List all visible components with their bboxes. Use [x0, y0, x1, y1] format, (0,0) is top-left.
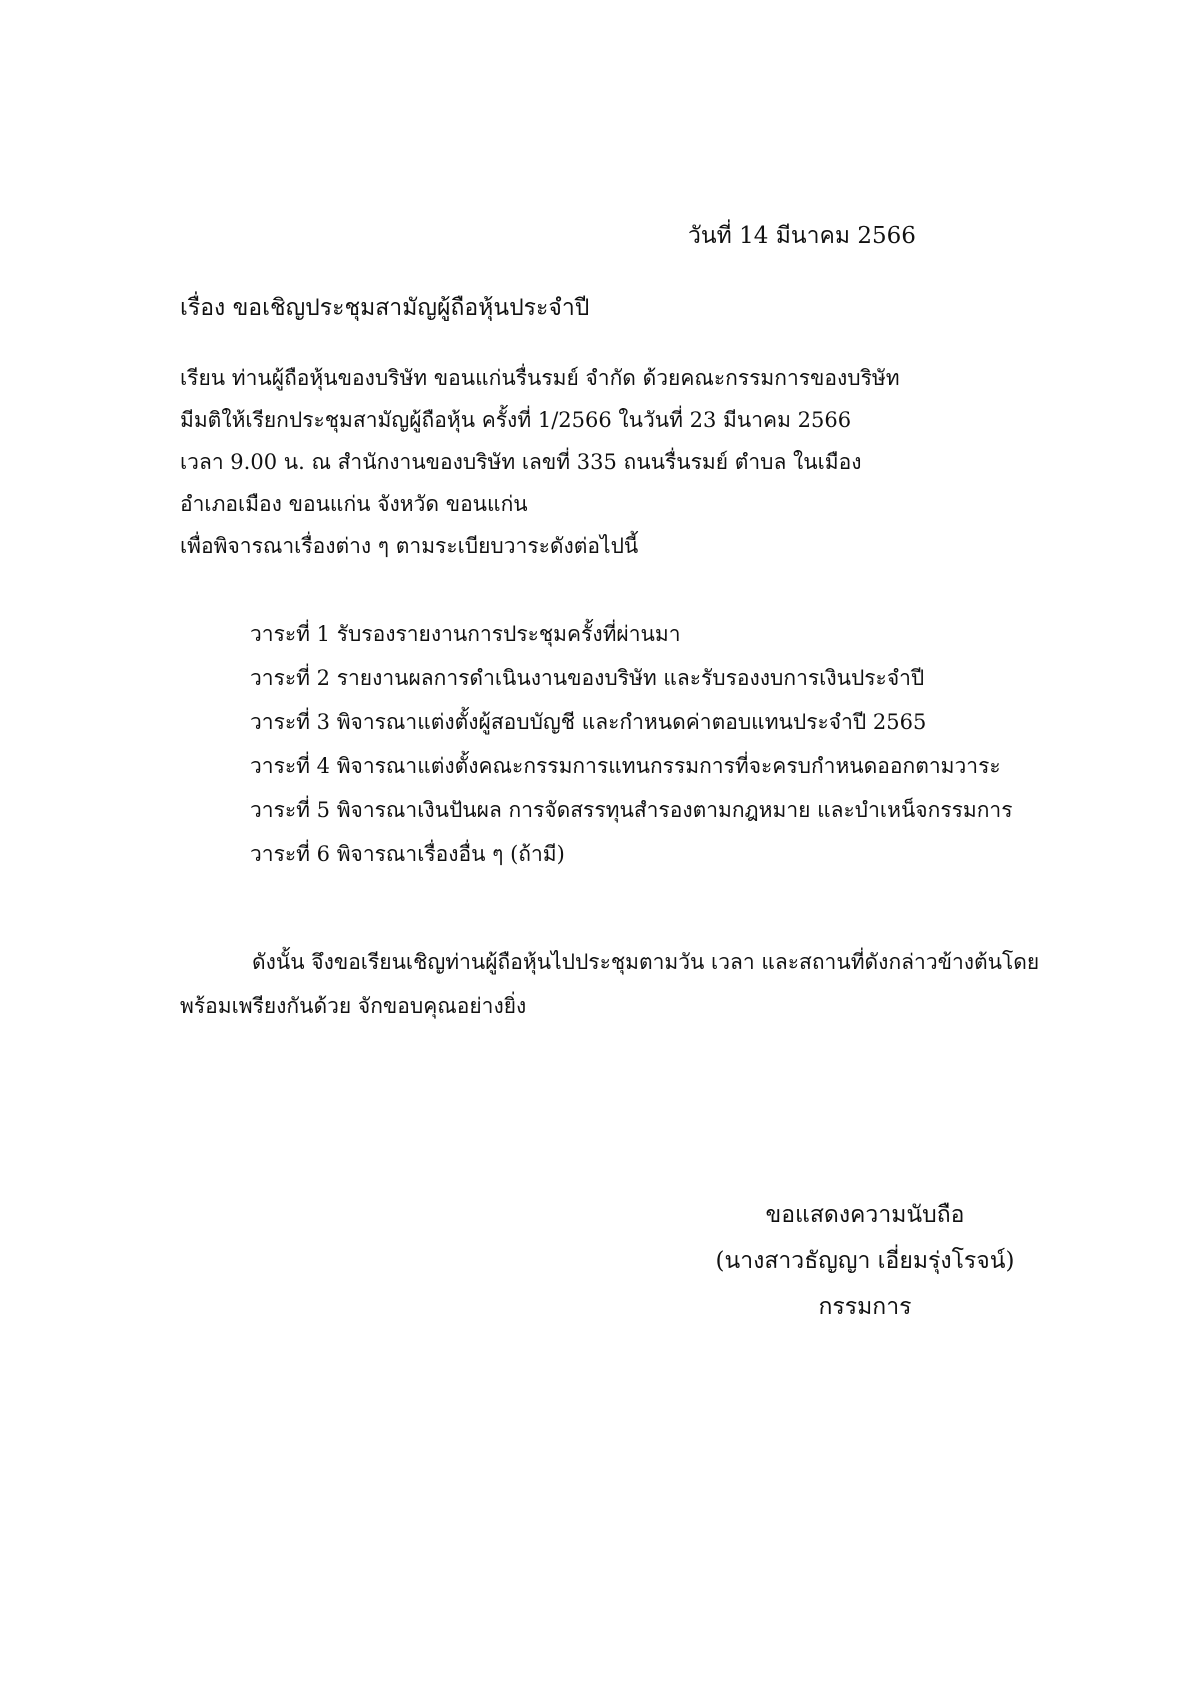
- letter-subject: เรื่อง ขอเชิญประชุมสามัญผู้ถือหุ้นประจำปี: [180, 295, 590, 321]
- agenda-item: วาระที่ 1 รับรองรายงานการประชุมครั้งที่ผ่านมา: [250, 622, 681, 646]
- body-line: มีมติให้เรียกประชุมสามัญผู้ถือหุ้น ครั้งที่ 1/2566 ในวันที่ 23 มีนาคม 2566: [180, 408, 852, 432]
- body-line: เรียน ท่านผู้ถือหุ้นของบริษัท ขอนแก่นรื่นรมย์ จำกัด ด้วยคณะกรรมการของบริษัท: [180, 366, 900, 390]
- agenda-item: วาระที่ 3 พิจารณาแต่งตั้งผู้สอบบัญชี และกำหนดค่าตอบแทนประจำปี 2565: [250, 710, 927, 734]
- letter-date: วันที่ 14 มีนาคม 2566: [688, 223, 916, 249]
- agenda-item: วาระที่ 4 พิจารณาแต่งตั้งคณะกรรมการแทนกรรมการที่จะครบกำหนดออกตามวาระ: [250, 754, 1001, 778]
- body-line: อำเภอเมือง ขอนแก่น จังหวัด ขอนแก่น: [180, 492, 528, 516]
- signature-salutation: ขอแสดงความนับถือ: [765, 1202, 965, 1228]
- agenda-item: วาระที่ 6 พิจารณาเรื่องอื่น ๆ (ถ้ามี): [250, 842, 565, 866]
- agenda-item: วาระที่ 2 รายงานผลการดำเนินงานของบริษัท และรับรองงบการเงินประจำปี: [250, 666, 925, 690]
- agenda-item: วาระที่ 5 พิจารณาเงินปันผล การจัดสรรทุนสำรองตามกฎหมาย และบำเหน็จกรรมการ: [250, 798, 1013, 822]
- body-line: เวลา 9.00 น. ณ สำนักงานของบริษัท เลขที่ 335 ถนนรื่นรมย์ ตำบล ในเมือง: [180, 450, 862, 474]
- signature-name: (นางสาวธัญญา เอี่ยมรุ่งโรจน์): [715, 1248, 1015, 1274]
- body-line: เพื่อพิจารณาเรื่องต่าง ๆ ตามระเบียบวาระดังต่อไปนี้: [180, 534, 639, 558]
- closing-paragraph-line-1: ดังนั้น จึงขอเรียนเชิญท่านผู้ถือหุ้นไปประชุมตามวัน เวลา และสถานที่ดังกล่าวข้างต้นโดย: [252, 950, 1040, 974]
- signature-title: กรรมการ: [818, 1294, 912, 1320]
- closing-paragraph-line-2: พร้อมเพรียงกันด้วย จักขอบคุณอย่างยิ่ง: [180, 994, 527, 1018]
